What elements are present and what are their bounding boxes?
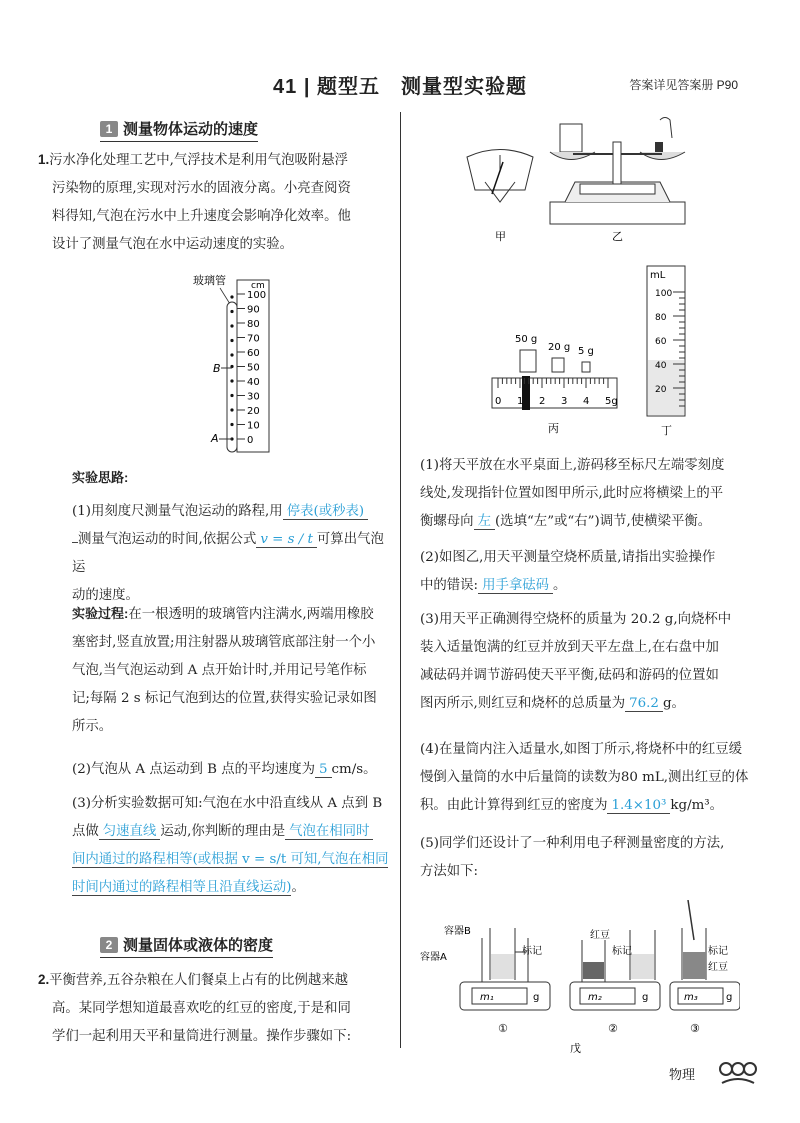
q2-answer-direction: 左 — [474, 514, 495, 530]
footer-logo-icon — [716, 1059, 760, 1089]
m1-label: m₁ — [480, 992, 494, 1003]
rider-scale-label: 5g — [605, 396, 618, 407]
q2-part3-text: 图丙所示,则红豆和烧杯的总质量为 — [420, 696, 626, 711]
scale-step-1 — [460, 928, 550, 1010]
q2-intro-line: 高。某同学想知道最喜欢吃的红豆的密度,于是和同 — [52, 1001, 351, 1016]
q1-answer-speed: 5 — [315, 762, 332, 778]
unit-g-3: g — [726, 992, 733, 1003]
q2-part4-unit: kg/m³。 — [670, 798, 724, 813]
q2-part1-line: (1)将天平放在水平桌面上,游码移至标尺左端零刻度 — [420, 458, 725, 473]
bubble-mark — [230, 423, 233, 426]
q2-part4 — [420, 736, 770, 820]
q1-part2 — [72, 756, 397, 784]
bubble-mark — [230, 295, 233, 298]
ruler-tick-label: 50 — [247, 362, 260, 374]
q1-part3 — [72, 790, 397, 902]
q2-part3 — [420, 606, 770, 718]
cylinder-tick-label: 40 — [655, 361, 667, 371]
ruler-tick-label: 20 — [247, 406, 260, 417]
q1-process-line: 记;每隔 2 s 标记气泡到达的位置,获得实验记录如图 — [72, 691, 377, 706]
fig-wu-label: 戊 — [570, 1042, 581, 1055]
weight-5g-label: 5 g — [578, 346, 594, 357]
ruler-tick-label: 100 — [247, 290, 267, 301]
q2-part1-line: 线处,发现指针位置如图甲所示,此时应将横梁上的平 — [420, 486, 724, 501]
cylinder-unit: mL — [650, 270, 666, 281]
q2-intro-line: 平衡营养,五谷杂粮在人们餐桌上占有的比例越来越 — [49, 973, 349, 988]
q2-part3-line: 减砝码并调节游码使天平平衡,砝码和游码的位置如 — [420, 668, 719, 683]
ruler-tick-label: 10 — [247, 420, 260, 432]
q2-part1 — [420, 452, 770, 536]
q1-number: 1. — [38, 152, 50, 167]
q1-process-line: 所示。 — [72, 719, 113, 734]
q2-part4-text: 积。由此计算得到红豆的密度为 — [420, 798, 608, 813]
page-title: 41 | 题型五 测量型实验题 — [273, 76, 527, 98]
q1-intro-line: 污水净化处理工艺中,气浮技术是利用气泡吸附悬浮 — [49, 153, 349, 168]
section-1-label: 测量物体运动的速度 — [123, 121, 259, 138]
q1-intro-line: 污染物的原理,实现对污水的固液分离。小亮查阅资 — [52, 181, 351, 196]
q2-part1-text: (选填“左”或“右”)调节,使横梁平衡。 — [494, 514, 712, 529]
q1-part1-text: (1)用刻度尺测量气泡运动的路程,用 — [72, 504, 283, 519]
mark-label-2: 标记 — [612, 946, 632, 957]
q2-part2-end: 。 — [553, 578, 567, 593]
container-b-label: 容器B — [444, 926, 471, 937]
q2-part4-line: 慢倒入量筒的水中后量筒的读数为80 mL,测出红豆的体 — [420, 770, 749, 785]
ruler-tick-label: 90 — [247, 304, 260, 316]
q1-process-line: 气泡,当气泡运动到 A 点开始计时,并用记号笔作标 — [72, 663, 367, 678]
weight-50g-label: 50 g — [515, 334, 538, 345]
step-2-number: ② — [608, 1022, 618, 1035]
q1-answer-formula: v = s / t — [256, 532, 317, 548]
point-a-label: A — [211, 432, 219, 445]
q1-intro-line: 料得知,气泡在污水中上升速度会影响净化效率。他 — [52, 209, 351, 224]
rider-scale-label: 1 — [517, 396, 524, 407]
cylinder-tick-label: 80 — [655, 313, 667, 323]
q2-intro — [38, 966, 388, 1051]
cylinder-tick-label: 100 — [655, 289, 673, 299]
q1-part2-text: (2)气泡从 A 点运动到 B 点的平均速度为 — [72, 762, 315, 777]
unit-g-2: g — [642, 992, 649, 1003]
q1-answer-timer: 停表(或秒表) — [283, 504, 368, 520]
q2-part2 — [420, 544, 770, 600]
q2-part5 — [420, 830, 770, 886]
q2-answer-density: 1.4×10³ — [607, 798, 670, 814]
container-a-label: 容器A — [420, 952, 447, 963]
m3-label: m₃ — [684, 992, 698, 1003]
q1-process — [72, 600, 397, 741]
bubble-mark — [230, 379, 233, 382]
fig-ding — [625, 262, 705, 442]
q1-part3-text: (3)分析实验数据可知:气泡在水中沿直线从 A 点到 B — [72, 796, 383, 811]
ruler-tick-label: 60 — [247, 348, 260, 359]
ruler-tick-label: 0 — [247, 435, 254, 446]
q2-part3-line: 装入适量饱满的红豆并放到天平左盘上,在右盘中加 — [420, 640, 719, 655]
step-3-number: ③ — [690, 1022, 700, 1035]
q1-process-line: 塞密封,竖直放置;用注射器从玻璃管底部注射一个小 — [72, 635, 376, 650]
fig-bing-label: 丙 — [548, 422, 559, 435]
bubble-mark — [230, 394, 233, 397]
rider-scale-label: 0 — [495, 396, 502, 407]
ruler-tick-label: 80 — [247, 319, 260, 330]
q1-part3-text: 运动,你判断的理由是 — [160, 824, 286, 839]
fig-bing — [490, 330, 620, 440]
q2-part2-text: (2)如图乙,用天平测量空烧杯质量,请指出实验操作 — [420, 550, 716, 565]
unit-g-1: g — [533, 992, 540, 1003]
scale-step-2 — [570, 930, 660, 1010]
bubble-mark — [230, 310, 233, 313]
fig-ding-label: 丁 — [661, 424, 672, 437]
ruler-tick-label: 40 — [247, 377, 260, 388]
q2-intro-line: 学们一起利用天平和量筒进行测量。操作步骤如下: — [52, 1029, 352, 1044]
balance-figure — [550, 118, 685, 225]
q2-part5-line: 方法如下: — [420, 864, 479, 879]
section-2-label: 测量固体或液体的密度 — [123, 937, 274, 954]
weight-20g-label: 20 g — [548, 342, 571, 353]
q1-tube-figure — [185, 272, 285, 462]
rider-scale-label: 2 — [539, 396, 546, 407]
q2-part3-unit: g。 — [662, 696, 685, 711]
column-divider — [400, 112, 401, 1048]
weight-50g — [520, 350, 536, 372]
q1-part3-text: 点做 — [72, 824, 99, 839]
ruler-unit: cm — [251, 281, 265, 291]
q1-answer-motion: 匀速直线 — [99, 824, 161, 840]
q1-intro-line: 设计了测量气泡在水中运动速度的实验。 — [52, 237, 294, 252]
q2-answer-mass: 76.2 — [625, 696, 663, 712]
section-2-header — [100, 934, 273, 958]
beans-label-2: 红豆 — [590, 930, 610, 941]
q1-answer-reason: 气泡在相同时 — [285, 824, 373, 840]
q1-part2-unit: cm/s。 — [331, 762, 377, 777]
cylinder-tick-label: 20 — [655, 385, 667, 395]
q1-part1-text: 动的速度。 — [72, 588, 139, 603]
weight-5g — [582, 362, 590, 372]
fig-yi-label: 乙 — [612, 230, 623, 243]
q2-part4-line: (4)在量筒内注入适量水,如图丁所示,将烧杯中的红豆缓 — [420, 742, 743, 757]
step-1-number: ① — [498, 1022, 508, 1035]
bubble-mark — [230, 353, 233, 356]
q1-process-line: 在一根透明的玻璃管内注满水,两端用橡胶 — [128, 607, 374, 622]
fig-jia-label: 甲 — [495, 230, 506, 243]
beans-label-3: 红豆 — [708, 962, 728, 973]
glass-tube-label: 玻璃管 — [193, 274, 226, 287]
q1-part3-end: 。 — [291, 880, 305, 895]
answer-reference: 答案详见答案册 P90 — [629, 78, 738, 92]
q2-part3-line: (3)用天平正确测得空烧杯的质量为 20.2 g,向烧杯中 — [420, 612, 732, 627]
section-2-number: 2 — [100, 937, 118, 953]
q2-part1-text: 衡螺母向 — [420, 514, 474, 529]
section-1-number: 1 — [100, 121, 118, 137]
bubble-mark — [230, 408, 233, 411]
bubble-mark — [230, 324, 233, 327]
q1-answer-reason-end: 时间内通过的路程相等且沿直线运动) — [72, 880, 292, 895]
ruler-tick-label: 70 — [247, 333, 260, 345]
q1-idea-title: 实验思路: — [72, 470, 129, 485]
q1-part1-text: 测量气泡运动的时间,依据公式 — [78, 532, 257, 547]
scale-step-3 — [670, 900, 740, 1010]
q2-part2-text: 中的错误: — [420, 578, 479, 593]
pointer-scale-figure — [467, 150, 533, 203]
mark-label-1: 标记 — [522, 946, 542, 957]
cylinder-tick-label: 60 — [655, 337, 667, 347]
fig-jia-yi — [455, 112, 705, 247]
weight-20g — [552, 358, 564, 372]
q1-process-title: 实验过程: — [72, 606, 129, 621]
q2-answer-error: 用手拿砝码 — [478, 578, 553, 594]
mark-label-3: 标记 — [708, 946, 728, 957]
point-b-label: B — [213, 362, 221, 375]
q1-intro — [38, 146, 388, 259]
q2-number: 2. — [38, 972, 50, 987]
rider-scale-label: 4 — [583, 396, 590, 407]
q1-part1 — [72, 498, 397, 610]
q2-part5-line: (5)同学们还设计了一种利用电子秤测量密度的方法, — [420, 836, 725, 851]
q1-answer-reason-cont: 间内通过的路程相等(或根据 v = s/t 可知,气泡在相同 — [72, 852, 389, 867]
rider-scale-label: 3 — [561, 396, 568, 407]
ruler-tick-label: 30 — [247, 391, 260, 403]
m2-label: m₂ — [588, 992, 602, 1003]
bubble-mark — [230, 339, 233, 342]
q1-part1-text: 可算出气泡运 — [72, 532, 384, 575]
fig-wu — [420, 900, 740, 1060]
footer-subject: 物理 — [668, 1067, 695, 1082]
section-1-header — [100, 118, 258, 142]
